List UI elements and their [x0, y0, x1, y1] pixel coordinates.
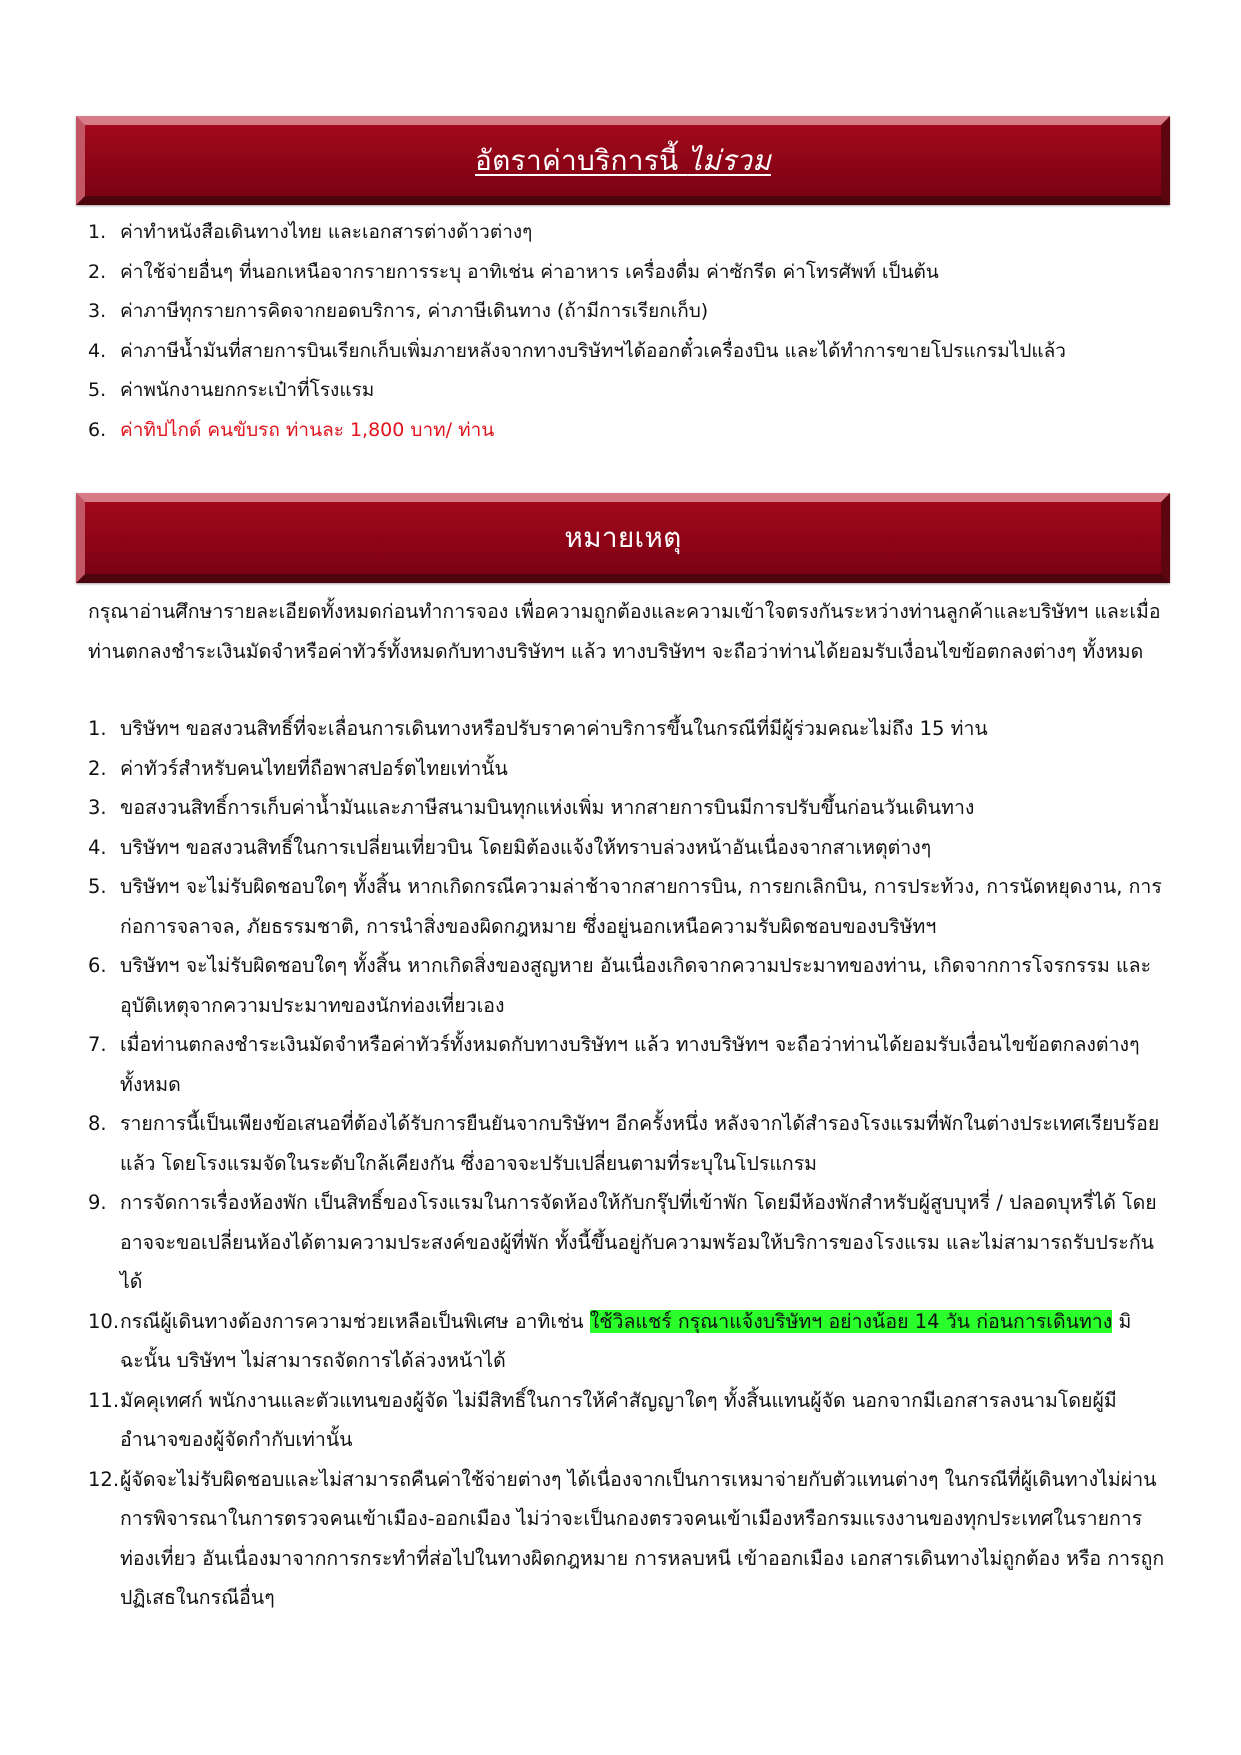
tip-text: ค่าทิปไกด์ คนขับรถ ท่านละ 1,800 บาท/ ท่าน [120, 418, 495, 441]
list-item: 2. ค่าใช้จ่ายอื่นๆ ที่นอกเหนือจากรายการระบุ อาทิเช่น ค่าอาหาร เครื่องดื่ม ค่าซักรีด ค่าโทรศัพท์ เป็นต้น [88, 260, 939, 283]
wheelchair-highlight: ใช้วิลแชร์ กรุณาแจ้งบริษัทฯ อย่างน้อย 14 วัน ก่อนการเดินทาง [589, 1309, 1113, 1333]
title-main: อัตราค่าบริการนี้ [475, 143, 688, 177]
list-item: 3. ค่าภาษีทุกรายการคิดจากยอดบริการ, ค่าภาษีเดินทาง (ถ้ามีการเรียกเก็บ) [88, 300, 709, 323]
section-title [475, 139, 771, 183]
excludes-list [88, 213, 1169, 451]
list-item: 4. ค่าภาษีน้ำมันที่สายการบินเรียกเก็บเพิ่มภายหลังจากทางบริษัทฯได้ออกตั๋วเครื่องบิน และได้ทำการขายโปรแกรมไปแล้ว [88, 339, 1066, 362]
list-item: 8. รายการนี้เป็นเพียงข้อเสนอที่ต้องได้รับการยืนยันจากบริษัทฯ อีกครั้งหนึ่ง หลังจากได้สำรองโรงแรมที่พักในต่างประเทศเรียบร้อยแล้ว โดยโรงแรมจัดในระดับใกล้เคียงกัน ซึ่งอาจจะปรับเปลี่ยนตามที่ระบุในโปรแกรม [88, 1112, 1160, 1175]
list-item: 1. ค่าทำหนังสือเดินทางไทย และเอกสารต่างด้าวต่างๆ [88, 221, 533, 243]
list-item: 5. บริษัทฯ จะไม่รับผิดชอบใดๆ ทั้งสิ้น หากเกิดกรณีความล่าช้าจากสายการบิน, การยกเลิกบิน, การประท้วง, การนัดหยุดงาน, การก่อการจลาจล, ภัยธรรมชาติ, การนำสิ่งของผิดกฎหมาย ซึ่งอยู่นอกเหนือความรับผิดชอบของบริษัทฯ [88, 875, 1162, 938]
list-item-tip: 6. ค่าทิปไกด์ คนขับรถ ท่านละ 1,800 บาท/ ท่าน [88, 411, 1169, 451]
list-item: 3. ขอสงวนสิทธิ์การเก็บค่าน้ำมันและภาษีสนามบินทุกแห่งเพิ่ม หากสายการบินมีการปรับขึ้นก่อนวันเดินทาง [88, 796, 975, 819]
list-item: 5. ค่าพนักงานยกกระเป๋าที่โรงแรม [88, 379, 375, 402]
section-title: หมายเหตุ [564, 521, 682, 554]
section-header-excludes [76, 116, 1170, 205]
section-header-remarks [76, 493, 1170, 583]
list-item: 4. บริษัทฯ ขอสงวนสิทธิ์ในการเปลี่ยนเที่ยวบิน โดยมิต้องแจ้งให้ทราบล่วงหน้าอันเนื่องจากสาเหตุต่างๆ [88, 835, 932, 859]
list-item: 2. ค่าทัวร์สำหรับคนไทยที่ถือพาสปอร์ตไทยเท่านั้น [88, 756, 508, 780]
list-item-wheelchair: 10. กรณีผู้เดินทางต้องการความช่วยเหลือเป็นพิเศษ อาทิเช่น ใช้วิลแชร์ กรุณาแจ้งบริษัทฯ อย่างน้อย 14 วัน ก่อนการเดินทาง มิฉะนั้น บริษัทฯ ไม่สามารถจัดการได้ล่วงหน้าได้ [88, 1309, 1132, 1372]
list-item: 11. มัคคุเทศก์ พนักงานและตัวแทนของผู้จัด ไม่มีสิทธิ์ในการให้คำสัญญาใดๆ ทั้งสิ้นแทนผู้จัด นอกจากมีเอกสารลงนามโดยผู้มีอำนาจของผู้จัดกำกับเท่านั้น [88, 1388, 1117, 1451]
title-emphasis: ไม่รวม [687, 143, 771, 177]
list-item: 1. บริษัทฯ ขอสงวนสิทธิ์ที่จะเลื่อนการเดินทางหรือปรับราคาค่าบริการขึ้นในกรณีที่มีผู้ร่วมคณะไม่ถึง 15 ท่าน [88, 717, 988, 740]
list-item: 12. ผู้จัดจะไม่รับผิดชอบและไม่สามารถคืนค่าใช้จ่ายต่างๆ ได้เนื่องจากเป็นการเหมาจ่ายกับตัวแทนต่างๆ ในกรณีที่ผู้เดินทางไม่ผ่านการพิจารณาในการตรวจคนเข้าเมือง-ออกเมือง ไม่ว่าจะเป็นกองตรวจคนเข้าเมืองหรือกรมแรงงานของทุกประเทศในรายการท่องเที่ยว อันเนื่องมาจากการกระทำที่ส่อไปในทางผิดกฎหมาย การหลบหนี เข้าออกเมือง เอกสารเดินทางไม่ถูกต้อง หรือ การถูกปฏิเสธในกรณีอื่นๆ [88, 1467, 1165, 1609]
list-item: 6. บริษัทฯ จะไม่รับผิดชอบใดๆ ทั้งสิ้น หากเกิดสิ่งของสูญหาย อันเนื่องเกิดจากความประมาทของท่าน, เกิดจากการโจรกรรม และ อุบัติเหตุจากความประมาทของนักท่องเที่ยวเอง [88, 954, 1152, 1017]
remarks-list [88, 709, 1169, 1618]
remarks-intro: กรุณาอ่านศึกษารายละเอียดทั้งหมดก่อนทำการจอง เพื่อความถูกต้องและความเข้าใจตรงกันระหว่างท่านลูกค้าและบริษัทฯ และเมื่อท่านตกลงชำระเงินมัดจำหรือค่าทัวร์ทั้งหมดกับทางบริษัทฯ แล้ว ทางบริษัทฯ จะถือว่าท่านได้ยอมรับเงื่อนไขข้อตกลงต่างๆ ทั้งหมด [88, 600, 1161, 663]
list-item: 9. การจัดการเรื่องห้องพัก เป็นสิทธิ์ของโรงแรมในการจัดห้องให้กับกรุ๊ปที่เข้าพัก โดยมีห้องพักสำหรับผู้สูบบุหรี่ / ปลอดบุหรี่ได้ โดยอาจจะขอเปลี่ยนห้องได้ตามความประสงค์ของผู้ที่พัก ทั้งนี้ขึ้นอยู่กับความพร้อมให้บริการของโรงแรม และไม่สามารถรับประกันได้ [88, 1191, 1157, 1293]
list-item: 7. เมื่อท่านตกลงชำระเงินมัดจำหรือค่าทัวร์ทั้งหมดกับทางบริษัทฯ แล้ว ทางบริษัทฯ จะถือว่าท่านได้ยอมรับเงื่อนไขข้อตกลงต่างๆ ทั้งหมด [88, 1033, 1140, 1096]
